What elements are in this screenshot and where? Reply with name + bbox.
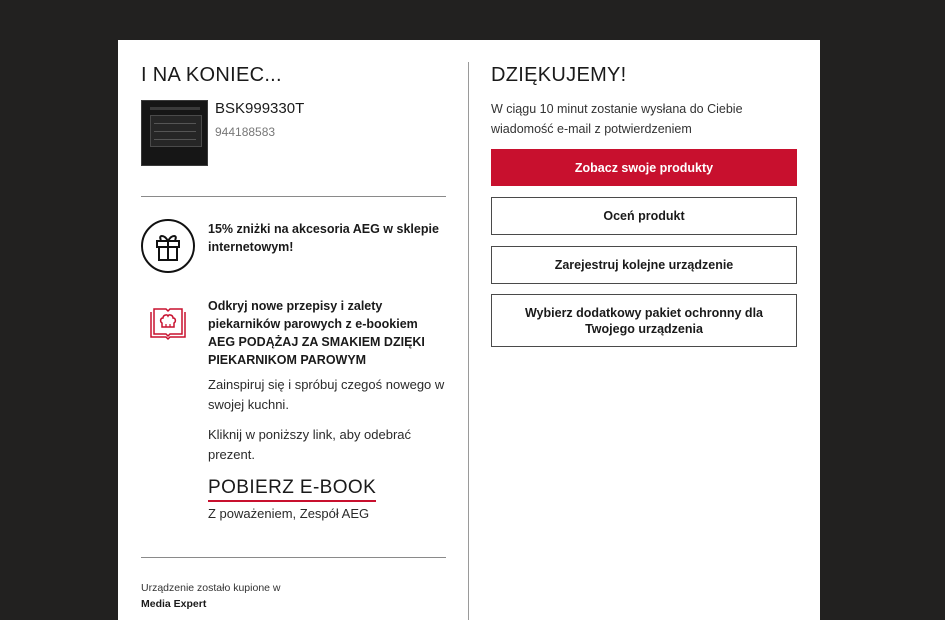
download-ebook-link[interactable]: POBIERZ E-BOOK <box>208 477 376 502</box>
ebook-click-hint: Kliknij w poniższy link, aby odebrać prezent. <box>208 427 412 462</box>
right-section-title: DZIĘKUJEMY! <box>491 64 627 86</box>
product-number: 944188583 <box>215 125 276 139</box>
rate-product-button[interactable]: Oceń produkt <box>491 197 797 235</box>
regards-text: Z poważeniem, Zespół AEG <box>208 506 370 521</box>
view-products-button[interactable]: Zobacz swoje produkty <box>491 149 797 186</box>
purchase-label: Urządzenie zostało kupione w <box>141 582 281 594</box>
confirmation-card <box>118 40 820 620</box>
right-column <box>491 40 797 620</box>
product-model: BSK999330T <box>215 100 305 117</box>
divider-top <box>141 196 446 197</box>
product-image <box>141 100 208 166</box>
gift-icon <box>141 219 195 273</box>
protection-plan-button[interactable]: Wybierz dodatkowy pakiet ochronny dla Twojego urządzenia <box>491 294 797 347</box>
discount-promo-text: 15% zniżki na akcesoria AEG w sklepie internetowym! <box>208 222 439 254</box>
recipe-book-icon <box>149 305 187 341</box>
left-section-title: I NA KONIEC... <box>141 64 282 86</box>
divider-bottom <box>141 557 446 558</box>
ebook-inspire-text: Zainspiruj się i spróbuj czegoś nowego w swojej kuchni. <box>208 377 445 412</box>
column-divider <box>468 62 469 620</box>
ebook-promo-heading: Odkryj nowe przepisy i zalety piekarników parowych z e-bookiem AEG PODĄŻAJ ZA SMAKIEM DZIĘKI PIEKARNIKOM PAROWYM <box>208 299 425 367</box>
purchase-store: Media Expert <box>141 598 207 610</box>
confirmation-message: W ciągu 10 minut zostanie wysłana do Ciebie wiadomość e-mail z potwierdzeniem <box>491 102 743 136</box>
left-column <box>141 40 446 620</box>
register-another-button[interactable]: Zarejestruj kolejne urządzenie <box>491 246 797 284</box>
